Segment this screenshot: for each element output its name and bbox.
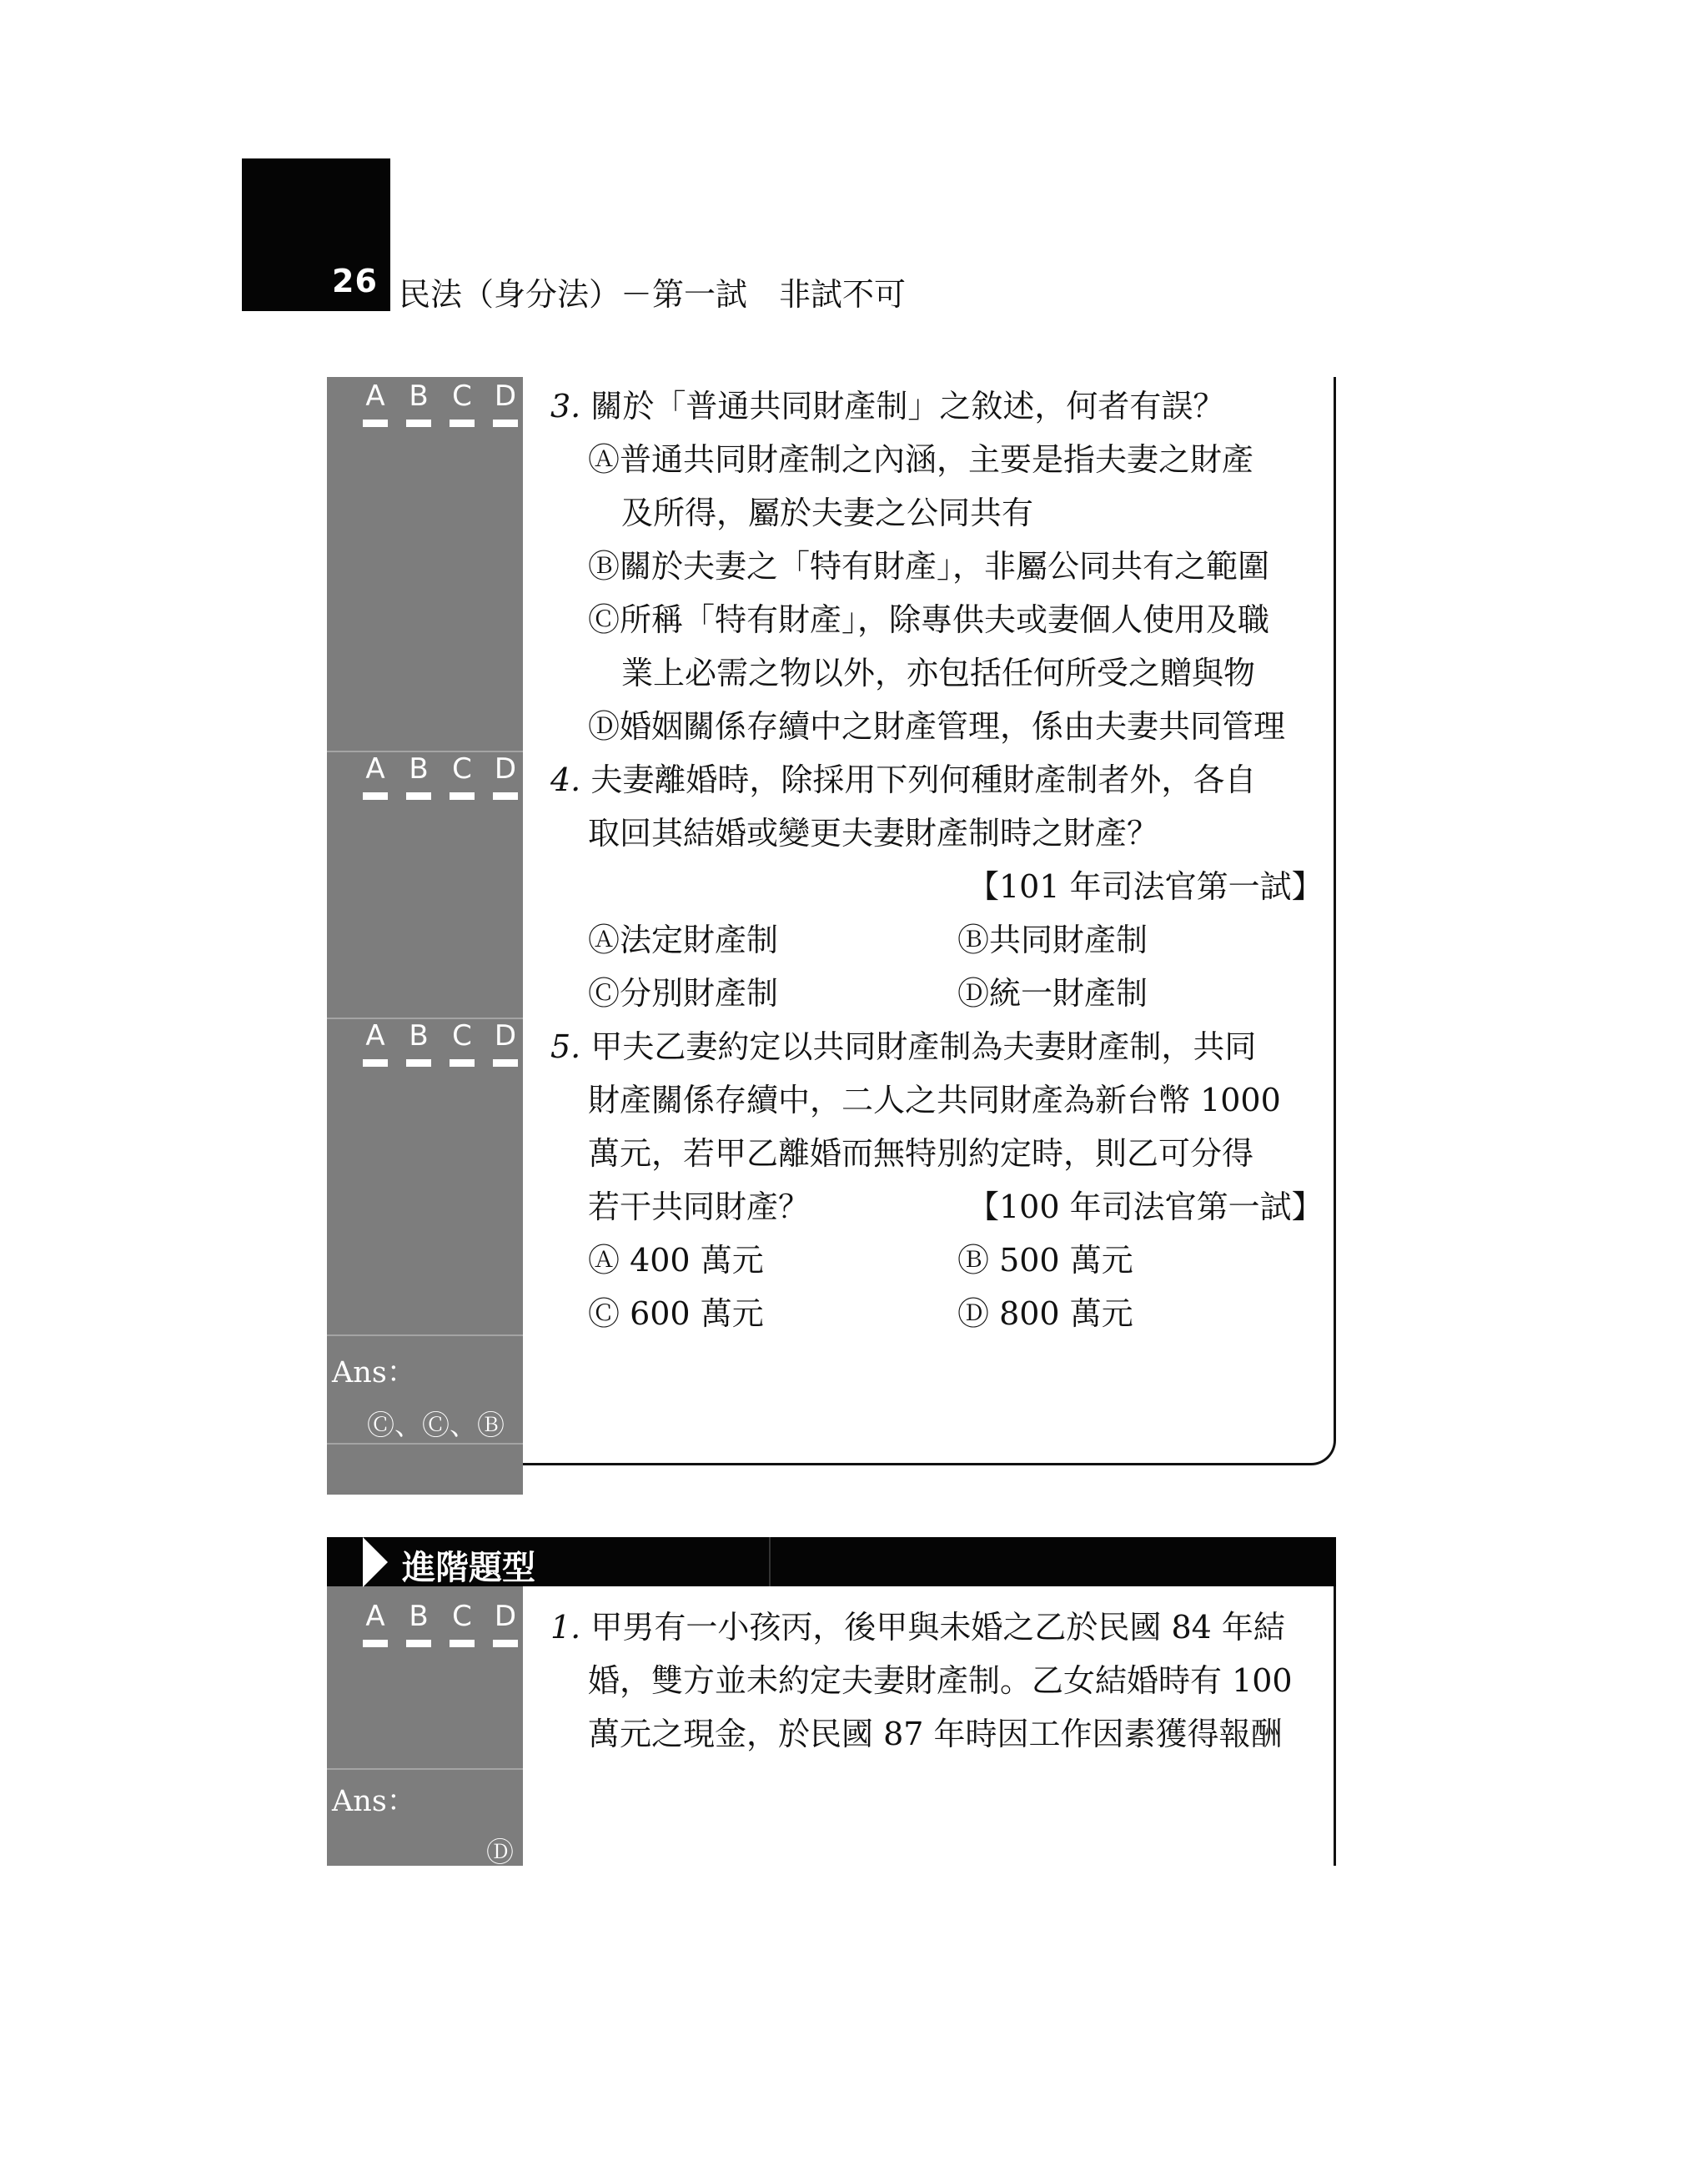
adv-question-1-stem bbox=[550, 1609, 1285, 1646]
bubble-letter-b: B bbox=[409, 1019, 429, 1053]
q5-source: 【100 年司法官第一試】 bbox=[967, 1189, 1324, 1225]
q4-source: 【101 年司法官第一試】 bbox=[967, 868, 1324, 905]
q3-option-c-cont: 業上必需之物以外，亦包括任何所受之贈與物 bbox=[621, 655, 1256, 691]
bubble-letter-a: A bbox=[365, 379, 385, 413]
question-number: 1. bbox=[550, 1609, 581, 1646]
ans-label: Ans： bbox=[332, 1356, 416, 1390]
question-5-stem bbox=[550, 1028, 1257, 1065]
bubble-box[interactable] bbox=[493, 1059, 518, 1067]
question-number: 4. bbox=[550, 761, 581, 798]
ans-label: Ans： bbox=[332, 1785, 416, 1818]
answer-column bbox=[327, 377, 523, 1495]
bubble-letter-b: B bbox=[409, 379, 429, 413]
bubble-letter-d: D bbox=[494, 752, 517, 786]
q4-option-d: Ⓓ統一財產制 bbox=[957, 975, 1148, 1012]
adv-q1-stem-cont: 婚，雙方並未約定夫妻財產制。乙女結婚時有 100 bbox=[588, 1662, 1293, 1699]
bubble-letter-d: D bbox=[494, 1600, 517, 1633]
bubble-box[interactable] bbox=[406, 1640, 431, 1647]
bubble-box[interactable] bbox=[493, 1640, 518, 1647]
bubble-letter-c: C bbox=[452, 1600, 472, 1633]
q4-option-b: Ⓑ共同財產制 bbox=[957, 922, 1148, 958]
bubble-box[interactable] bbox=[450, 420, 475, 427]
question-text: 關於「普通共同財產制」之敘述，何者有誤？ bbox=[590, 388, 1225, 425]
divider bbox=[327, 1334, 523, 1336]
bubble-box[interactable] bbox=[493, 420, 518, 427]
q3-option-d: Ⓓ婚姻關係存續中之財產管理，係由夫妻共同管理 bbox=[588, 708, 1286, 745]
bubble-letter-b: B bbox=[409, 1600, 429, 1633]
bubble-box[interactable] bbox=[406, 1059, 431, 1067]
q4-stem-cont: 取回其結婚或變更夫妻財產制時之財產？ bbox=[588, 815, 1159, 852]
bubble-letter-c: C bbox=[452, 379, 472, 413]
q5-option-b: Ⓑ 500 萬元 bbox=[957, 1242, 1133, 1279]
bubble-box[interactable] bbox=[363, 420, 388, 427]
q5-stem-cont: 財產關係存續中，二人之共同財產為新台幣 1000 bbox=[588, 1082, 1281, 1118]
question-4-stem bbox=[550, 761, 1257, 798]
bubble-letter-a: A bbox=[365, 752, 385, 786]
running-title: 民法（身分法）－第一試 非試不可 bbox=[399, 276, 907, 313]
bubble-box[interactable] bbox=[406, 792, 431, 800]
bubble-box[interactable] bbox=[450, 1059, 475, 1067]
bubble-letter-b: B bbox=[409, 752, 429, 786]
banner-divider bbox=[769, 1537, 771, 1586]
q5-option-d: Ⓓ 800 萬元 bbox=[957, 1295, 1133, 1332]
q5-stem-cont: 若干共同財產？ bbox=[588, 1189, 811, 1225]
bubble-box[interactable] bbox=[450, 1640, 475, 1647]
divider bbox=[327, 1768, 523, 1770]
question-text: 夫妻離婚時，除採用下列何種財產制者外，各自 bbox=[590, 761, 1257, 798]
bubble-letter-d: D bbox=[494, 1019, 517, 1053]
bubble-box[interactable] bbox=[363, 1059, 388, 1067]
q4-option-c: Ⓒ分別財產制 bbox=[588, 975, 779, 1012]
q5-stem-cont: 萬元，若甲乙離婚而無特別約定時，則乙可分得 bbox=[588, 1135, 1254, 1172]
section-title: 進階題型 bbox=[402, 1549, 535, 1587]
bubble-box[interactable] bbox=[493, 792, 518, 800]
q3-option-a: Ⓐ普通共同財產制之內涵，主要是指夫妻之財產 bbox=[588, 441, 1254, 478]
q4-option-a: Ⓐ法定財產制 bbox=[588, 922, 779, 958]
bubble-letter-a: A bbox=[365, 1019, 385, 1053]
question-3-stem bbox=[550, 388, 1225, 425]
ans-values: Ⓓ bbox=[486, 1836, 514, 1868]
bubble-box[interactable] bbox=[450, 792, 475, 800]
question-number: 3. bbox=[550, 388, 581, 425]
bubble-box[interactable] bbox=[363, 792, 388, 800]
question-number: 5. bbox=[550, 1028, 581, 1065]
question-frame-edge bbox=[1334, 1586, 1336, 1866]
ans-values: Ⓒ、Ⓒ、Ⓑ bbox=[367, 1409, 505, 1441]
bubble-box[interactable] bbox=[406, 420, 431, 427]
bubble-letter-c: C bbox=[452, 752, 472, 786]
q3-option-a-cont: 及所得，屬於夫妻之公同共有 bbox=[621, 495, 1034, 531]
triangle-marker-icon bbox=[363, 1537, 388, 1587]
q5-option-a: Ⓐ 400 萬元 bbox=[588, 1242, 764, 1279]
question-text: 甲夫乙妻約定以共同財產制為夫妻財產制，共同 bbox=[590, 1028, 1257, 1065]
bubble-letter-d: D bbox=[494, 379, 517, 413]
question-text: 甲男有一小孩丙，後甲與未婚之乙於民國 84 年結 bbox=[590, 1609, 1285, 1646]
q3-option-c: Ⓒ所稱「特有財產」，除專供夫或妻個人使用及職 bbox=[588, 601, 1270, 638]
bubble-box[interactable] bbox=[363, 1640, 388, 1647]
q5-option-c: Ⓒ 600 萬元 bbox=[588, 1295, 764, 1332]
q3-option-b: Ⓑ關於夫妻之「特有財產」，非屬公同共有之範圍 bbox=[588, 548, 1270, 585]
bubble-letter-a: A bbox=[365, 1600, 385, 1633]
page-number: 26 bbox=[332, 263, 378, 299]
bubble-letter-c: C bbox=[452, 1019, 472, 1053]
adv-q1-stem-cont: 萬元之現金，於民國 87 年時因工作因素獲得報酬 bbox=[588, 1716, 1283, 1752]
divider bbox=[327, 1443, 523, 1445]
